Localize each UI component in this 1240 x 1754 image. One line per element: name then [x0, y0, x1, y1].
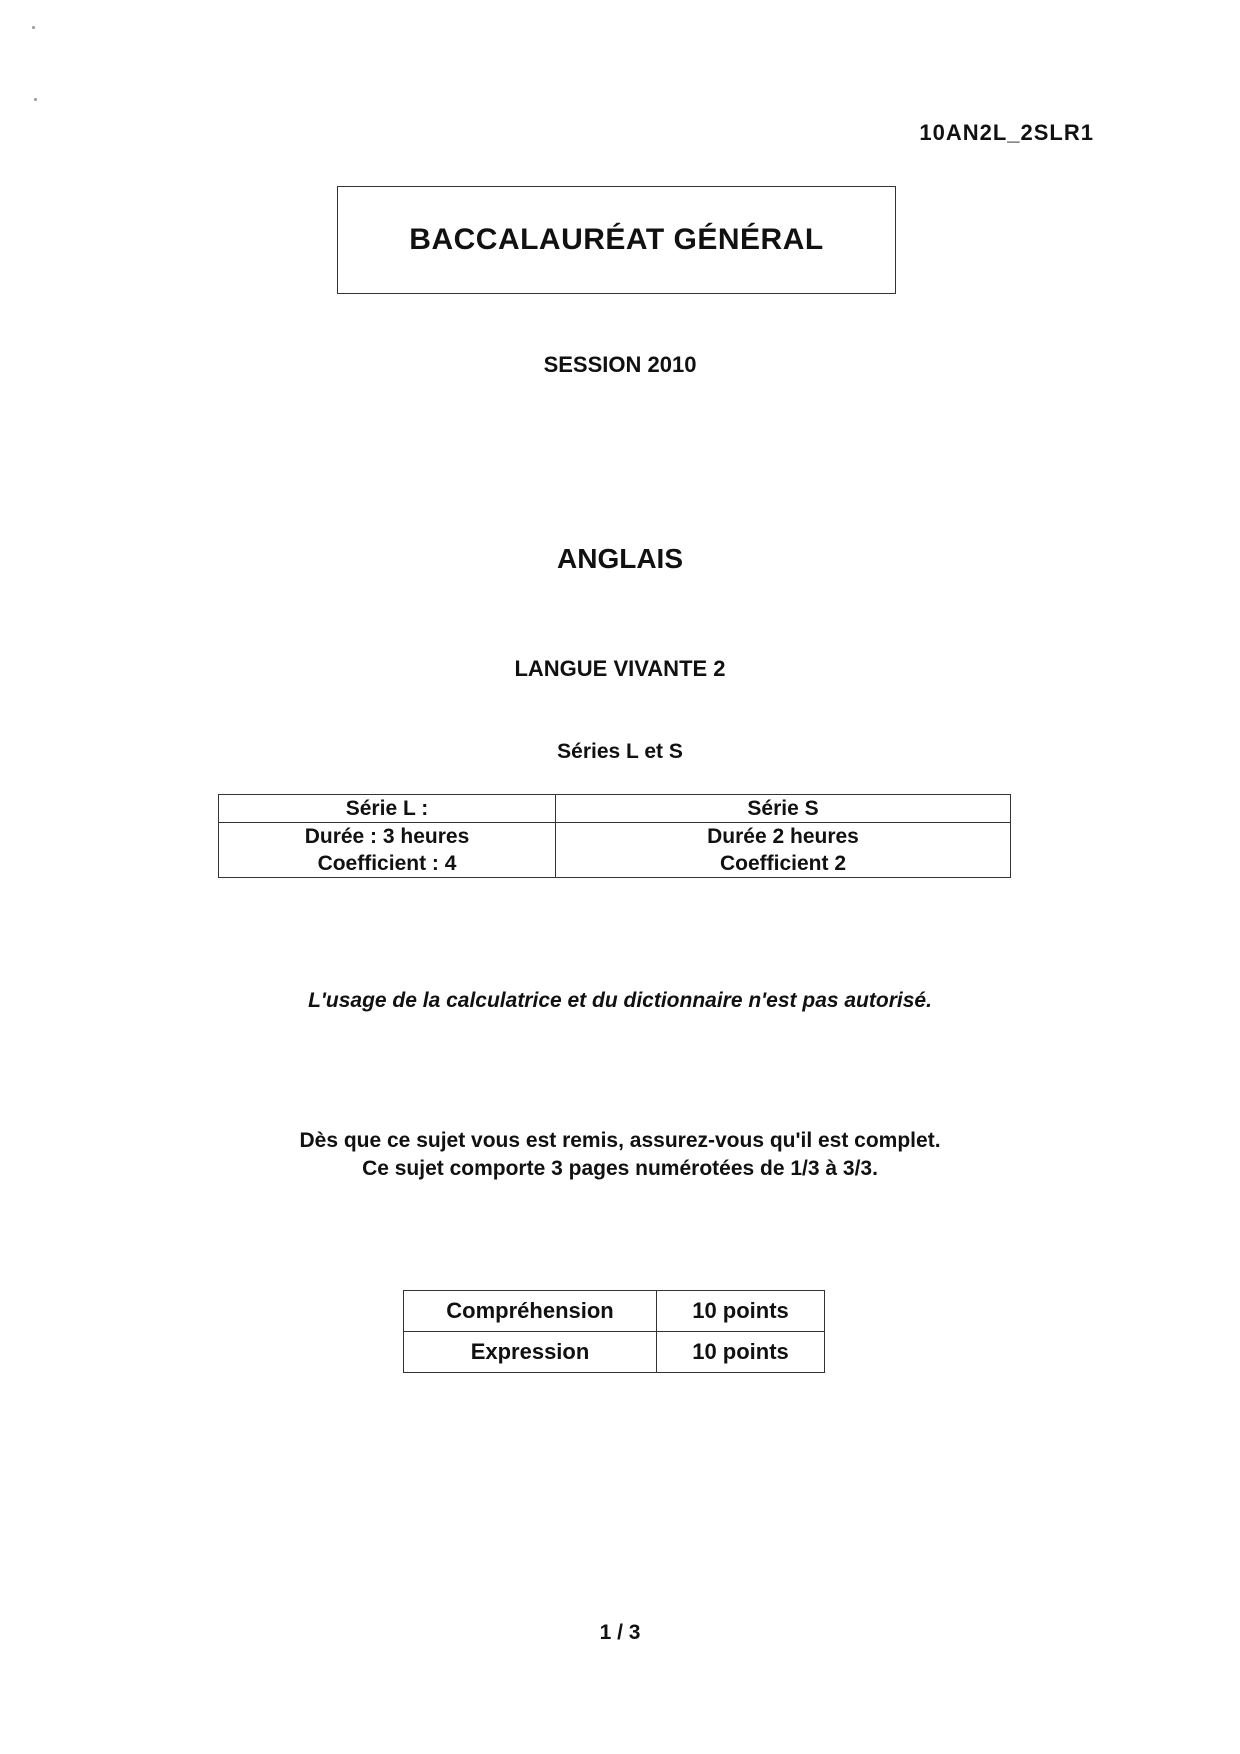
language-level: LANGUE VIVANTE 2 [514, 656, 726, 681]
series-s-details [556, 823, 1011, 878]
scan-speck [34, 98, 37, 101]
series-s-coefficient: Coefficient 2 [719, 852, 847, 875]
points-label: Compréhension [404, 1291, 657, 1332]
instruction-line: Dès que ce sujet vous est remis, assurez-vous qu'il est complet. [299, 1129, 941, 1152]
document-code: 10AN2L_2SLR1 [919, 120, 1094, 145]
subject-heading: ANGLAIS [557, 543, 683, 574]
series-l-header: Série L : [219, 795, 556, 823]
series-l-duration: Durée : 3 heures [304, 825, 470, 848]
title-box [337, 186, 896, 294]
table-row [404, 1291, 825, 1332]
instruction-line: Ce sujet comporte 3 pages numérotées de 1/3 à 3/3. [362, 1157, 878, 1180]
table-row [219, 795, 1011, 823]
table-row [219, 823, 1011, 878]
series-s-duration: Durée 2 heures [707, 825, 859, 848]
series-l-details [219, 823, 556, 878]
points-value: 10 points [657, 1332, 825, 1373]
page-number: 1 / 3 [599, 1621, 641, 1644]
series-l-coefficient: Coefficient : 4 [317, 852, 457, 875]
calculator-notice: L'usage de la calculatrice et du dictionnaire n'est pas autorisé. [308, 989, 932, 1012]
document-title: BACCALAURÉAT GÉNÉRAL [409, 223, 824, 256]
points-label: Expression [404, 1332, 657, 1373]
table-row [404, 1332, 825, 1373]
series-s-header: Série S [556, 795, 1011, 823]
duration-table [218, 794, 1011, 878]
points-value: 10 points [657, 1291, 825, 1332]
scan-speck [32, 26, 35, 29]
points-table [403, 1290, 825, 1373]
series-label: Séries L et S [557, 740, 683, 763]
session-label: SESSION 2010 [543, 352, 697, 377]
